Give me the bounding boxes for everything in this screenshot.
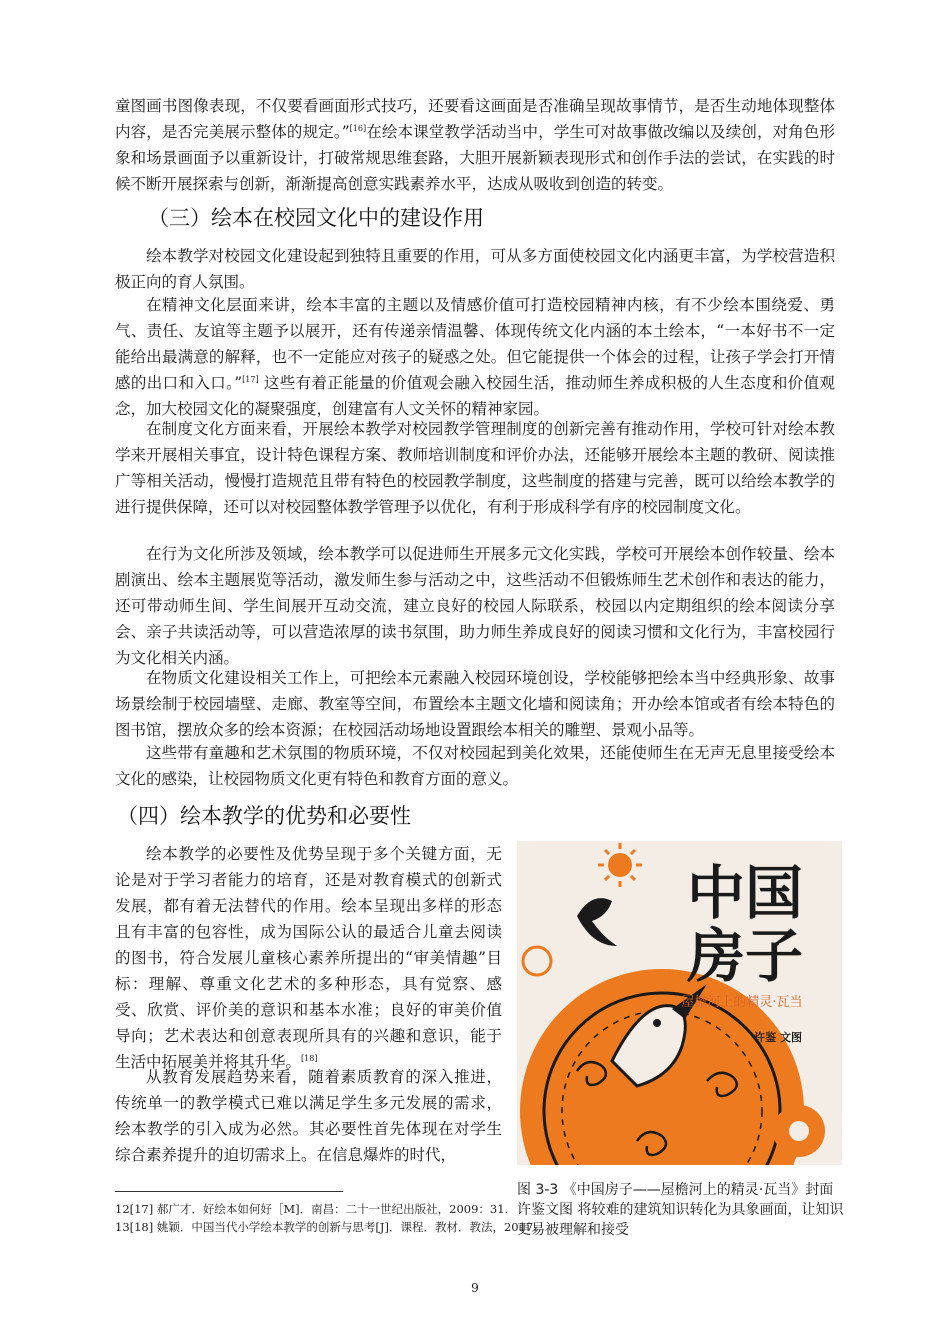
citation-ref: [16]: [349, 123, 367, 133]
paragraph-s3-2: [115, 292, 835, 422]
cover-subtitle: 屋檐河上的精灵·瓦当: [681, 995, 803, 1010]
figure-caption: 图 3-3 《中国房子——屋檐河上的精灵·瓦当》封面 许鉴文图 将较难的建筑知识转化为具象画面，让知识更易被理解和接受: [517, 1182, 844, 1238]
cover-title-line1: 中国: [686, 859, 804, 927]
cover-title-line2: 房子: [686, 922, 804, 990]
citation-ref: [17]: [242, 374, 259, 384]
page-number: 9: [471, 1281, 479, 1295]
paragraph-s3-1: 绘本教学对校园文化建设起到独特且重要的作用，可从多方面使校园文化内涵更丰富，为学校营造积极正向的育人氛围。: [115, 247, 835, 291]
paragraph-intro: [115, 93, 835, 197]
roof-tile-icon: [523, 947, 551, 975]
bird-eye-shape: [653, 1019, 661, 1027]
section-heading-4: （四）绘本教学的优势和必要性: [117, 804, 411, 828]
footnote-divider: [115, 1191, 343, 1192]
paragraph-text: 这些有着正能量的价值观会融入校园生活，推动师生养成积极的人生态度和价值观念，加大校园文化的凝聚强度，创建富有人文关怀的精神家园。: [115, 374, 835, 418]
paragraph-s3-5: 在物质文化建设相关工作上，可把绘本元素融入校园环境创设，学校能够把绘本当中经典形象、故事场景绘制于校园墙壁、走廊、教室等空间，布置绘本主题文化墙和阅读角；开办绘本馆或者有绘本特色的图书馆，摆放众多的绘本资源；在校园活动场地设置跟绘本相关的雕塑、景观小品等。: [115, 669, 835, 739]
paragraph-text: 绘本教学的必要性及优势呈现于多个关键方面，无论是对于学习者能力的培育，还是对教育模式的创新式发展，都有着无法替代的作用。绘本呈现出多样的形态且有丰富的包容性，成为国际公认的最适合儿童去阅读的图书，符合发展儿童核心素养所提出的“审美情趣”目标：理解、尊重文化艺术的多种形态，具有觉察、感受、欣赏、评价美的意识和基本水准；良好的审美价值导向；艺术表达和创意表现所具有的兴趣和意识，能于生活中拓展美并将其升华。: [115, 845, 502, 1071]
footnote-18: 13[18] 姚颖．中国当代小学绘本教学的创新与思考[J]．课程．教材．教法，2017.: [115, 1220, 537, 1234]
book-cover-image: [517, 841, 842, 1165]
black-bird-icon: [577, 898, 617, 946]
flower-tile-icon: [773, 1105, 825, 1157]
section-heading-3: （三）绘本在校园文化中的建设作用: [148, 206, 484, 230]
paragraph-text: 童图画书图像表现，不仅要看画面形式技巧，还要看这画面是否准确呈现故事情节，是否生动地体现整体内容，是否完美展示整体的规定。”: [115, 97, 835, 141]
paragraph-s3-3: 在制度文化方面来看，开展绘本教学对校园教学管理制度的创新完善有推动作用，学校可针对绘本教学来开展相关事宜，设计特色课程方案、教师培训制度和评价办法，还能够开展绘本主题的教研、阅读推广等相关活动，慢慢打造规范且带有特色的校园教学制度，这些制度的搭建与完善，既可以给绘本教学的进行提供保障，还可以对校园整体教学管理予以优化，有利于形成科学有序的校园制度文化。: [115, 420, 835, 516]
sun-icon: [598, 843, 642, 887]
paragraph-text: 在精神文化层面来讲，绘本丰富的主题以及情感价值可打造校园精神内核，有不少绘本围绕爱、勇气、责任、友谊等主题予以展开，还有传递亲情温馨、体现传统文化内涵的本土绘本，“一本好书不一定能给出最满意的解释，也不一定能应对孩子的疑惑之处。但它能提供一个体会的过程，让孩子学会打开情感的出口和入口。”: [115, 296, 835, 392]
paragraph-s3-6: 这些带有童趣和艺术氛围的物质环境，不仅对校园起到美化效果，还能使师生在无声无息里接受绘本文化的感染，让校园物质文化更有特色和教育方面的意义。: [115, 744, 835, 788]
paragraph-s4-1: [115, 841, 502, 1075]
footnote-17: 12[17] 郝广才．好绘本如何好［M]．南昌：二十一世纪出版社，2009：31.: [115, 1202, 509, 1216]
paragraph-s4-2: 从教育发展趋势来看，随着素质教育的深入推进，传统单一的教学模式已难以满足学生多元发展的需求，绘本教学的引入成为必然。其必要性首先体现在对学生综合素养提升的迫切需求上。在信息爆炸的时代，: [115, 1068, 502, 1164]
paragraph-text: 在绘本课堂教学活动当中，学生可对故事做改编以及续创，对角色形象和场景画面予以重新设计，打破常规思维套路，大胆开展新颖表现形式和创作手法的尝试，在实践的时候不断开展探索与创新，渐渐提高创意实践素养水平，达成从吸收到创造的转变。: [115, 123, 835, 193]
cover-author: 许鉴 文图: [754, 1031, 802, 1044]
paragraph-s3-4: 在行为文化所涉及领域，绘本教学可以促进师生开展多元文化实践，学校可开展绘本创作较量、绘本剧演出、绘本主题展览等活动，激发师生参与活动之中，这些活动不但锻炼师生艺术创作和表达的能力，还可带动师生间、学生间展开互动交流，建立良好的校园人际联系，校园以内定期组织的绘本阅读分享会、亲子共读活动等，可以营造浓厚的读书氛围，助力师生养成良好的阅读习惯和文化行为，丰富校园行为文化相关内涵。: [115, 545, 835, 667]
book-cover-illustration: [517, 841, 842, 1165]
citation-ref: [18]: [301, 1053, 318, 1063]
